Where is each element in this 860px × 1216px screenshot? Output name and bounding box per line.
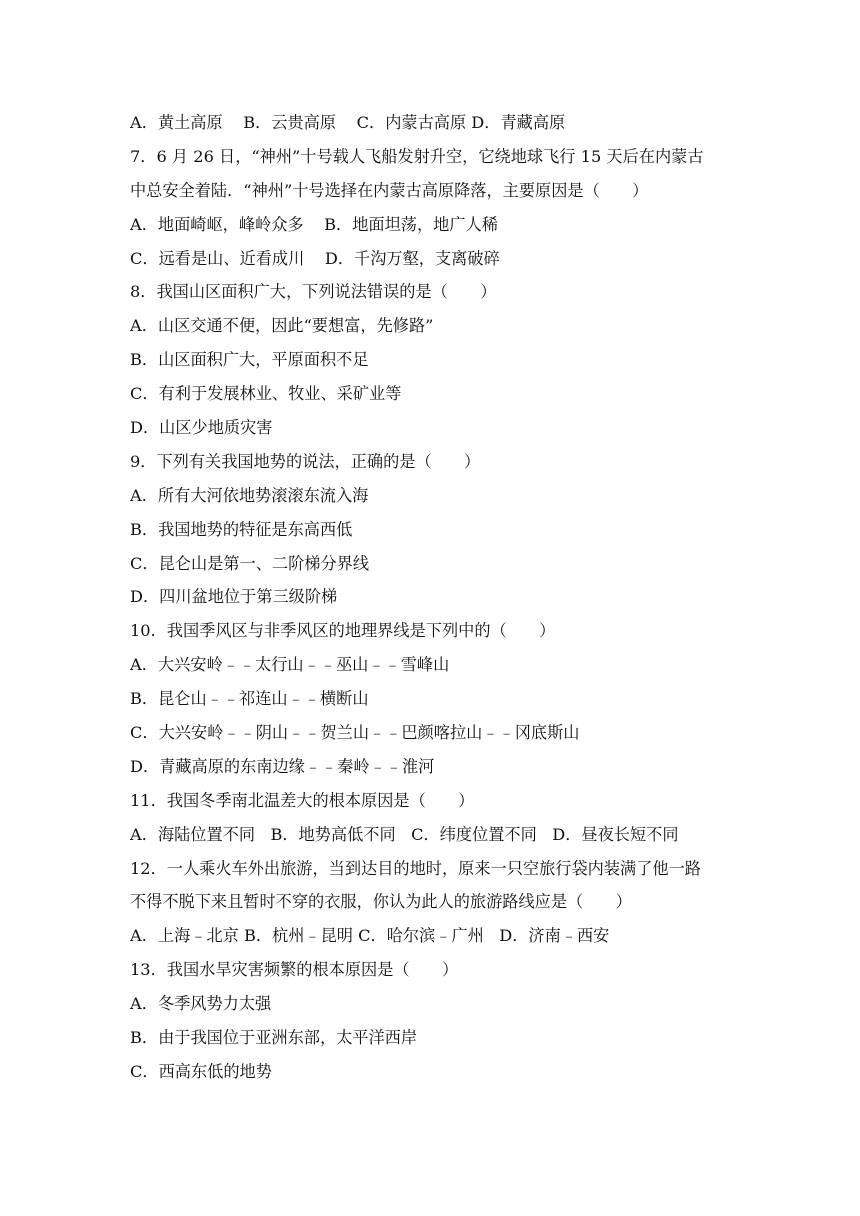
question-12-options: A．上海﹣北京 B．杭州﹣昆明 C．哈尔滨﹣广州 D．济南﹣西安 bbox=[130, 926, 610, 946]
question-8-option-b: B．山区面积广大，平原面积不足 bbox=[130, 350, 369, 370]
question-8-option-d: D．山区少地质灾害 bbox=[130, 418, 273, 438]
question-13-option-c: C．西高东低的地势 bbox=[130, 1061, 272, 1081]
question-8-stem: 8．我国山区面积广大，下列说法错误的是（ ） bbox=[130, 282, 497, 302]
question-7-options-cd: C．远看是山、近看成川 D．千沟万壑，支离破碎 bbox=[130, 248, 500, 268]
question-10-option-b: B．昆仑山﹣﹣祁连山﹣﹣横断山 bbox=[130, 689, 369, 709]
question-text-block bbox=[130, 106, 740, 1089]
question-11-stem: 11．我国冬季南北温差大的根本原因是（ ） bbox=[130, 790, 475, 810]
question-13-option-a: A．冬季风势力太强 bbox=[130, 994, 272, 1014]
question-8-option-a: A．山区交通不便，因此“要想富，先修路” bbox=[130, 316, 434, 336]
question-10-stem: 10．我国季风区与非季风区的地理界线是下列中的（ ） bbox=[130, 621, 556, 641]
question-7-line-1: 7．6 月 26 日，“神州”十号载人飞船发射升空，它绕地球飞行 15 天后在内蒙古 bbox=[130, 146, 704, 166]
question-10-option-c: C．大兴安岭﹣﹣阴山﹣﹣贺兰山﹣﹣巴颜喀拉山﹣﹣冈底斯山 bbox=[130, 723, 580, 743]
question-9-option-c: C．昆仑山是第一、二阶梯分界线 bbox=[130, 553, 370, 573]
question-13-stem: 13．我国水旱灾害频繁的根本原因是（ ） bbox=[130, 960, 459, 980]
question-9-option-b: B．我国地势的特征是东高西低 bbox=[130, 519, 353, 539]
question-7-line-2: 中总安全着陆．“神州”十号选择在内蒙古高原降落，主要原因是（ ） bbox=[130, 180, 649, 200]
question-7-options-ab: A．地面崎岖，峰岭众多 B．地面坦荡，地广人稀 bbox=[130, 214, 498, 234]
question-8-option-c: C．有利于发展林业、牧业、采矿业等 bbox=[130, 384, 402, 404]
question-13-option-b: B．由于我国位于亚洲东部，太平洋西岸 bbox=[130, 1028, 418, 1048]
option-line-q6: A．黄土高原 B．云贵高原 C．内蒙古高原 D．青藏高原 bbox=[130, 113, 566, 132]
question-10-option-a: A．大兴安岭﹣﹣太行山﹣﹣巫山﹣﹣雪峰山 bbox=[130, 655, 450, 675]
question-12-line-2: 不得不脱下来且暂时不穿的衣服，你认为此人的旅游路线应是（ ） bbox=[130, 892, 632, 912]
question-9-stem: 9．下列有关我国地势的说法，正确的是（ ） bbox=[130, 451, 481, 471]
question-10-option-d: D．青藏高原的东南边缘﹣﹣秦岭﹣﹣淮河 bbox=[130, 756, 435, 776]
question-9-option-a: A．所有大河依地势滚滚东流入海 bbox=[130, 485, 369, 505]
question-9-option-d: D．四川盆地位于第三级阶梯 bbox=[130, 587, 338, 607]
question-11-options: A．海陆位置不同 B．地势高低不同 C．纬度位置不同 D．昼夜长短不同 bbox=[130, 824, 679, 844]
question-12-line-1: 12．一人乘火车外出旅游，当到达目的地时，原来一只空旅行袋内装满了他一路 bbox=[130, 858, 701, 878]
